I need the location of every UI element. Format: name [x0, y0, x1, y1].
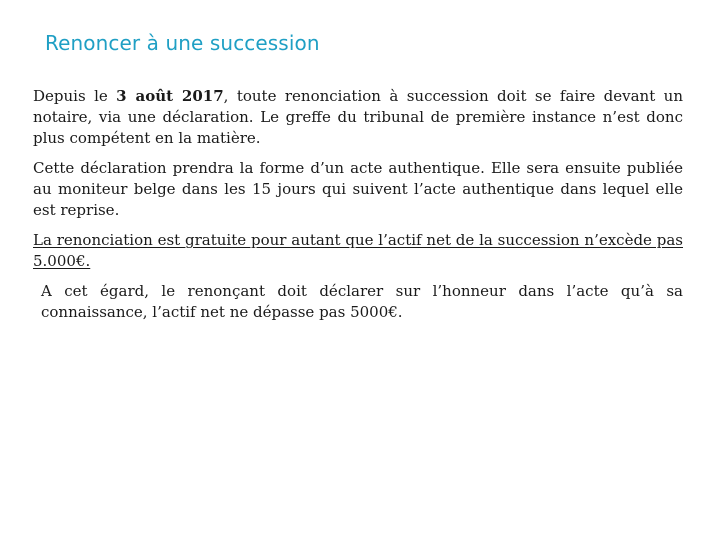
slide-title: Renoncer à une succession — [45, 31, 320, 55]
paragraph-1 — [33, 86, 683, 149]
paragraph-2: Cette déclaration prendra la forme d’un acte authentique. Elle sera ensuite publiée au moniteur belge dans les 15 jours qui suivent l’acte authentique dans lequel elle est reprise. — [33, 159, 683, 219]
paragraph-1-date: 3 août 2017 — [116, 87, 224, 105]
paragraph-3-underlined: La renonciation est gratuite pour autant que l’actif net de la succession n’excède pas 5.000€. — [33, 231, 683, 270]
paragraph-4: A cet égard, le renonçant doit déclarer sur l’honneur dans l’acte qu’à sa connaissance, l’actif net ne dépasse pas 5000€. — [41, 282, 683, 321]
paragraph-1-suffix: , toute renonciation à succession doit se faire devant un notaire, via une déclaration. Le greffe du tribunal de première instance n’est donc plus compétent en la matière. — [33, 87, 683, 147]
slide-body — [33, 86, 683, 332]
paragraph-1-prefix: Depuis le — [33, 87, 117, 105]
